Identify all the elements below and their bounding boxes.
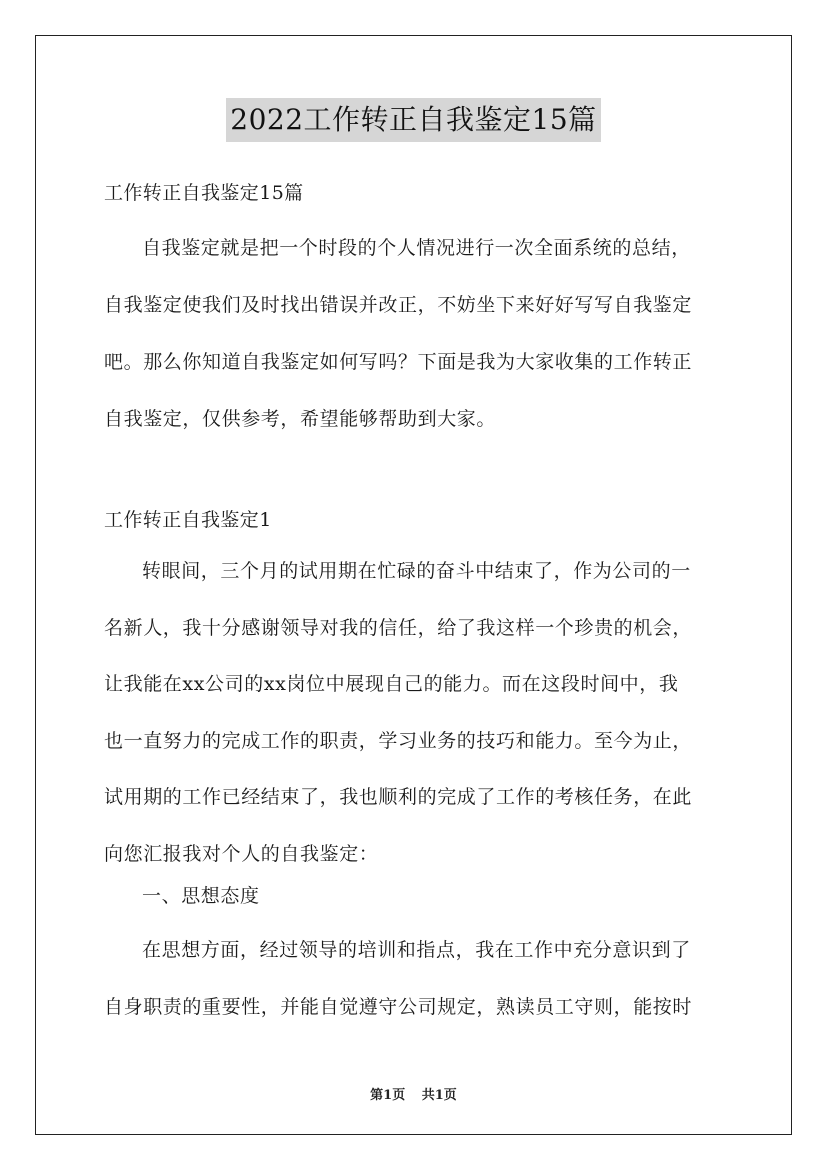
intro-paragraph — [104, 229, 729, 457]
page-footer — [0, 1084, 827, 1103]
document-title: 2022工作转正自我鉴定15篇 — [226, 98, 600, 142]
text-line: 向您汇报我对个人的自我鉴定： — [104, 842, 379, 865]
text-line: 转眼间，三个月的试用期在忙碌的奋斗中结束了，作为公司的一 — [142, 560, 691, 582]
section-heading: 工作转正自我鉴定1 — [104, 509, 272, 531]
text-line: 自我鉴定，仅供参考，希望能够帮助到大家。 — [104, 408, 497, 430]
section1-paragraph — [104, 552, 729, 891]
text-line: 自身职责的重要性，并能自觉遵守公司规定，熟读员工守则，能按时 — [104, 996, 693, 1018]
text-line: 在思想方面，经过领导的培训和指点，我在工作中充分意识到了 — [142, 939, 691, 961]
text-line: 试用期的工作已经结束了，我也顺利的完成了工作的考核任务，在此 — [104, 786, 693, 808]
point1-paragraph — [104, 931, 729, 1045]
text-line: 自我鉴定使我们及时找出错误并改正，不妨坐下来好好写写自我鉴定 — [104, 294, 693, 316]
point1-heading-block — [104, 877, 729, 915]
text-line: 吧。那么你知道自我鉴定如何写吗？下面是我为大家收集的工作转正 — [104, 351, 693, 373]
title-container — [0, 98, 827, 142]
point-heading: 一、思想态度 — [142, 885, 260, 907]
page-total: 共1页 — [421, 1088, 457, 1103]
text-line: 也一直努力的完成工作的职责，学习业务的技巧和能力。至今为止， — [104, 729, 693, 752]
text-line: 让我能在xx公司的xx岗位中展现自己的能力。而在这段时间中，我 — [104, 673, 679, 695]
text-line: 自我鉴定就是把一个时段的个人情况进行一次全面系统的总结， — [142, 237, 691, 259]
page-number: 第1页 — [370, 1088, 406, 1103]
document-subtitle: 工作转正自我鉴定15篇 — [104, 182, 304, 204]
text-line: 名新人，我十分感谢领导对我的信任，给了我这样一个珍贵的机会， — [104, 616, 693, 639]
